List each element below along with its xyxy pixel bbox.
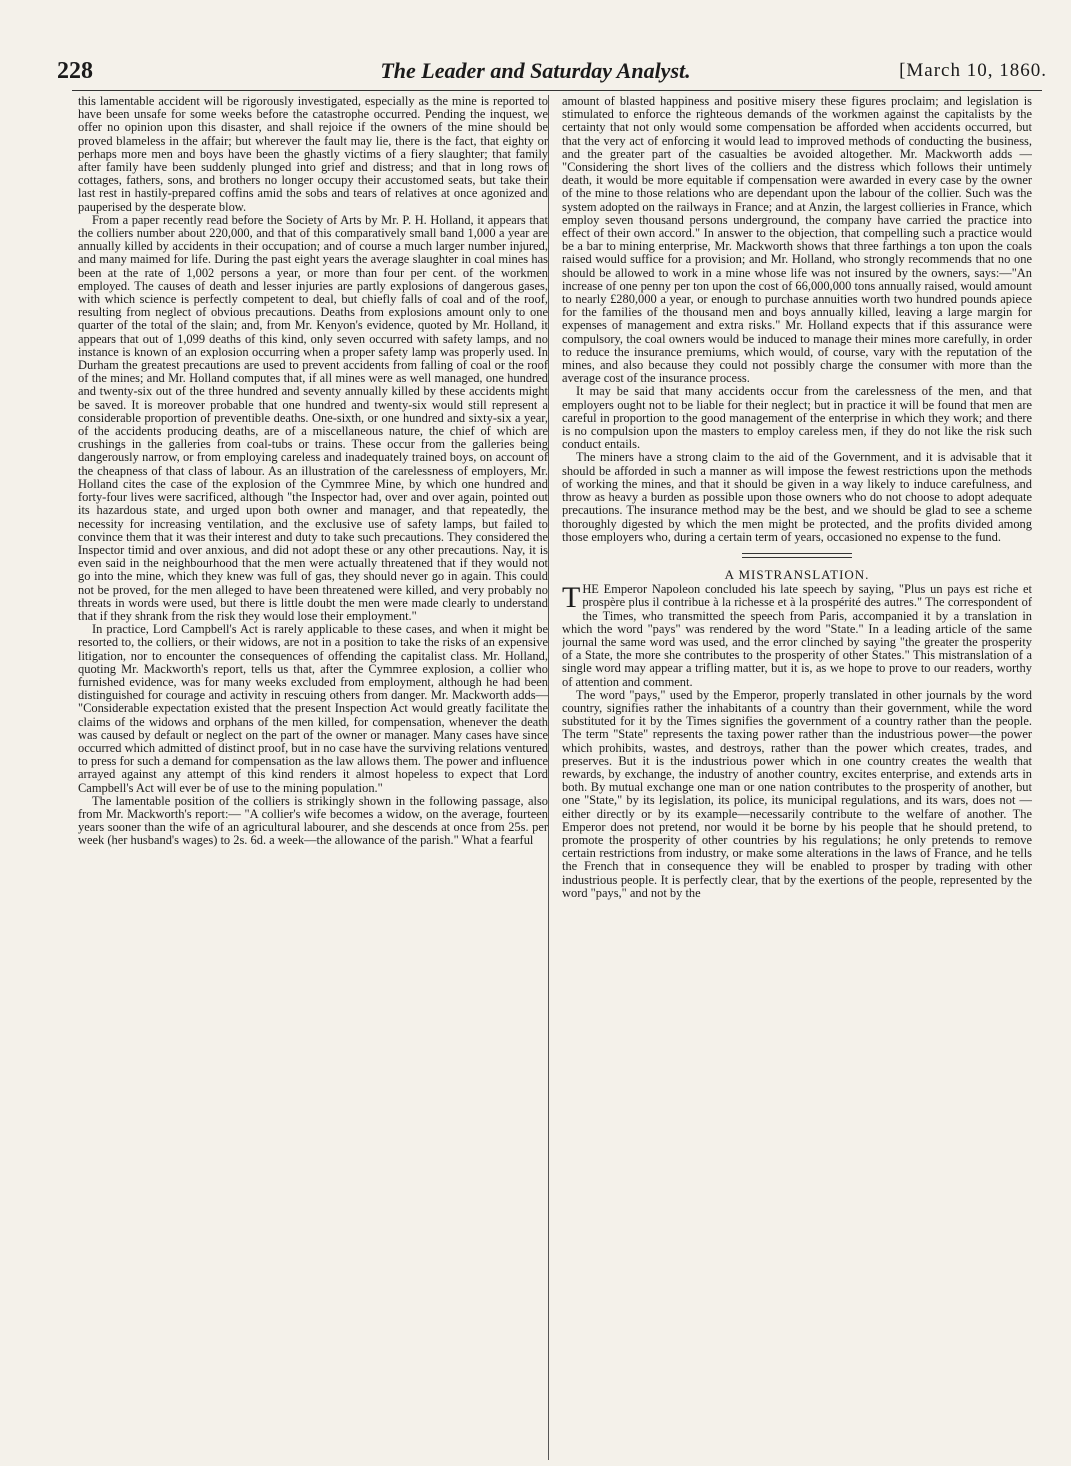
article-paragraph: From a paper recently read before the Society of Arts by Mr. P. H. Holland, it appears that the colliers number about 220,000, and that of this comparatively small band 1,000 a year are annually killed by accidents in their occupation; and of course a much larger number injured, and many maimed for life. During the past eight years the average slaughter in coal mines has been at the rate of 1,002 persons a year, or more than four per cent. of the workmen employed. The causes of death and lesser injuries are partly explosions of dangerous gases, with which science is perfectly competent to deal, but chiefly falls of coal and of the roof, resulting from neglect of obvious precautions. Deaths from explosions amount only to one quarter of the total of the slain; and, from Mr. Kenyon's evidence, quoted by Mr. Holland, it appears that out of 1,099 deaths of this kind, only seven occurred with safety lamps, and no instance is known of an explosion occurring when a proper safety lamp was properly used. In Durham the greatest precautions are used to prevent accidents from falling of coal or the roof of the mines; and Mr. Holland computes that, if all mines were as well managed, one hundred and twenty-six out of the three hundred and seventy annually killed by these accidents might be saved. It is moreover probable that one hundred and twenty-six would still represent a considerable proportion of preventible deaths. One-sixth, or one hundred and sixty-six a year, of the accidents producing deaths, are of a miscellaneous nature, the chief of which are crushings in the galleries from coal-tubs or trains. These occur from the galleries being dangerously narrow, or from employing careless and inadequately trained boys, on account of the cheapness of that class of labour. As an illustration of the carelessness of employers, Mr. Holland cites the case of the explosion of the Cymmree Mine, by which one hundred and forty-four lives were sacrificed, although "the Inspector had, over and over again, pointed out its hazardous state, and urged upon both owner and manager, and that repeatedly, the necessity for increasing ventilation, and the exclusive use of safety lamps, but failed to convince them that it was their interest and duty to take such precautions. They considered the Inspector timid and over anxious, and did not adopt these or any other precautions. Nay, it is even said in the neighbourhood that the men were actually threatened that if they would not go into the mine, which they knew was full of gas, they should never go in again. This could not be proved, for the men alleged to have been threatened were killed, and very probably no threats in words were used, but there is little doubt the men were made clearly to understand that if they shrank from the risk they would lose their employment." [78,212,548,623]
section-first-paragraph-text: HE Emperor Napoleon concluded his late speech by saying, "Plus un pays est riche et prospère plus il contribue à la richesse et à la prospérité des autres." The correspondent of the Times, who transmitted the speech from Paris, accompanied it by a translation in which the word "pays" was rendered by the word "State." In a leading article of the same journal the same word was used, and the error clinched by saying "the greater the prosperity of a State, the more she contributes to the prosperity of other States." This mistranslation of a single word may appear a trifling matter, but it is, as we hope to prove to our readers, worthy of attention and comment. [562,582,1032,689]
article-paragraph: this lamentable accident will be rigorously investigated, especially as the mine is reported to have been unsafe for some weeks before the catastrophe occurred. Pending the inquest, we offer no opinion upon this disaster, and shall rejoice if the owners of the mine should be proved blameless in the affair; but wherever the fault may lie, there is the fact, that eighty or perhaps more men and boys have been the ghastly victims of a fiery slaughter; that family after family have been suddenly plunged into grief and distress; and that in long rows of cottages, fathers, sons, and brothers no longer occupy their accustomed seats, but take their last rest in hastily-prepared coffins amid the sobs and tears of relatives at once agonized and pauperised by the desperate blow. [78,95,548,214]
page-number: 228 [57,58,93,84]
header-rule [72,90,1042,91]
drop-cap: T [562,581,581,615]
right-column [562,95,1032,1460]
page-header [0,0,1071,92]
article-paragraph: The miners have a strong claim to the aid of the Government, and it is advisable that it should be afforded in such a manner as will impose the fewest restrictions upon the methods of working the mines, and that it should be given in a way likely to induce carefulness, and throw as heavy a burden as possible upon those owners who do not choose to adopt adequate precautions. The insurance method may be the best, and we should be glad to see a scheme thoroughly digested by which the men might be protected, and the profits divided among those employers who, during a certain term of years, occasioned no expense to the fund. [562,450,1032,544]
column-divider [548,95,549,1460]
section-heading: A MISTRANSLATION. [724,566,870,582]
section-paragraph: The word "pays," used by the Emperor, properly translated in other journals by the word country, signifies rather the inhabitants of a country than their government, while the word substituted for it by the Times signifies the government of a country rather than the people. The term "State" represents the taxing power rather than the industrious power—the power which prohibits, wastes, and destroys, rather than the power which creates, trades, and preserves. But it is the industrious power which in one country creates the wealth that rewards, by exchange, the industry of another country, excites enterprise, and extends arts in both. By mutual exchange one man or one nation contributes to the prosperity of another, but one "State," by its legislation, its police, its municipal regulations, and its wars, does not —either directly or by its example—necessarily contribute to the welfare of another. The Emperor does not pretend, nor would it be borne by his people that he should pretend, to promote the prosperity of other countries by his regulations; he only pretends to remove certain restrictions from industry, or make some alterations in the laws of France, and he tells the French that in consequence they will be enabled to prosper by trading with other industrious people. It is perfectly clear, that by the exertions of the people, represented by the word "pays," and not by the [562,687,1032,900]
article-paragraph: It may be said that many accidents occur from the carelessness of the men, and that employers ought not to be liable for their neglect; but in practice it will be found that men are careful in proportion to the good management of the enterprise in which they work; and there is no compulsion upon the masters to employ careless men, if they do not like the risk such conduct entails. [562,384,1032,452]
article-paragraph: amount of blasted happiness and positive misery these figures proclaim; and legislation is stimulated to enforce the righteous demands of the workmen against the capitalists by the certainty that not only would some compensation be afforded when accidents occurred, but that the very act of enforcing it would lead to improved methods of conducting the business, and the greater part of the casualties be avoided altogether. Mr. Mackworth adds — "Considering the short lives of the colliers and the distress which follows their untimely death, it would be more equitable if compensation were awarded in every case by the owner of the mine to those relations who are dependant upon the labour of the collier. Such was the system adopted on the railways in France; and at Anzin, the largest collieries in France, which employ seven thousand persons underground, the company have carried the practice into effect of their own accord." In answer to the objection, that compelling such a practice would be a bar to mining enterprise, Mr. Mackworth shows that three farthings a ton upon the coals raised would suffice for a provision; and Mr. Holland, who strongly recommends that no one should be allowed to work in a mine whose life was not insured by the owners, says:—"An increase of one penny per ton upon the cost of 66,000,000 tons annually raised, would amount to nearly £280,000 a year, or enough to purchase annuities worth two hundred pounds apiece for the families of the thousand men and boys annually killed, leaving a large margin for expenses of management and extra risks." Mr. Holland expects that if this assurance were compulsory, the coal owners would be induced to manage their mines more carefully, in order to reduce the insurance premiums, which would, of course, vary with the reputation of the mines, and also because they could not possibly charge the consumer with more than the average cost of the insurance process. [562,95,1032,386]
section-separator [742,553,852,558]
article-paragraph: In practice, Lord Campbell's Act is rarely applicable to these cases, and when it might be resorted to, the colliers, or their widows, are not in a position to take the risks of an expensive litigation, nor to encounter the consequences of offending the capitalist class. Mr. Holland, quoting Mr. Mackworth's report, tells us that, after the Cymmree explosion, a collier who furnished evidence, was for many weeks excluded from employment, although he had been distinguished for courage and activity in rescuing others from danger. Mr. Mackworth adds— "Considerable expectation existed that the present Inspection Act would greatly facilitate the claims of the widows and orphans of the men killed, for compensation, whenever the death was caused by default or neglect on the part of the owner or manager. Many cases have since occurred which admitted of distinct proof, but in no case have the surviving relations ventured to press for such a demand for compensation as the law allows them. The power and influence arrayed against any attempt of this kind renders it almost hopeless to expect that Lord Campbell's Act will ever be of use to the mining population." [78,622,548,795]
left-column [78,95,548,1460]
article-paragraph: The lamentable position of the colliers is strikingly shown in the following passage, also from Mr. Mackworth's report:— "A collier's wife becomes a widow, on the average, fourteen years sooner than the wife of an agricultural labourer, and she descends at once from 25s. per week (her husband's wages) to 2s. 6d. a week—the allowance of the parish." What a fearful [78,793,548,848]
issue-date: [March 10, 1860. [899,60,1047,81]
running-title: The Leader and Saturday Analyst. [380,58,691,83]
section-first-paragraph [562,583,1032,689]
